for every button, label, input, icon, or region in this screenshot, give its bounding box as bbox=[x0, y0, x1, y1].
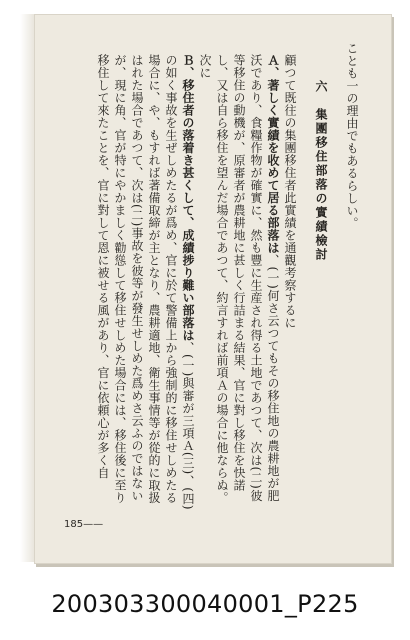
paragraph-intro: 顧つて既往の集團移住者此實績を通觀考察するに bbox=[283, 54, 297, 329]
intro-tail-line: ことも一の理由でもあるらしい。 bbox=[345, 42, 359, 230]
section-a-body: 、(一)何さ云つてもその移住地の農耕地が肥沃であり、食糧作物が確實に、然も豐に生産され得る土地であつて、次は(二)彼等移住の動機が、原審者が農耕地に甚しく行詰まる結果、官に對し移住を快諾し、又は自ら移住を望んだ場合であつて、約言すれば前項Ａの場合に他ならぬ。次に bbox=[198, 54, 280, 504]
section-b-label: Ｂ、移住者の落着き甚くして、成績捗り難い部落は bbox=[181, 54, 195, 342]
section-a-label: Ａ、著しく實績を收めて居る部落は bbox=[266, 54, 280, 254]
section-heading: 六 集團移住部落の實績檢討 bbox=[314, 80, 328, 262]
section-b-body: 、(一)與審が三項Ａ(三)、(四)の如く事故を生ぜしめたるが爲め、官に於て警備上から強制的に移住せしめたる場合に、や、もすれば著備取締が主となり、農耕適地、衛生事情等が從的に取扱はれた場合であつて、次は(二)事故を彼等が發生せしめた爲めさ云ふのではないが、現に角、官が特にやかましく勸慫して移住せしめた場合には、移住後に至り移住して來たことを、官に對して恩に被せる風があり、官に依頼心が多く自 bbox=[96, 54, 195, 511]
paragraph-section-b bbox=[94, 42, 196, 512]
page-number: 185—— bbox=[64, 519, 104, 530]
image-id-caption: 200303300040001_P225 bbox=[51, 590, 359, 618]
vertical-text-block bbox=[60, 42, 360, 512]
paragraph-section-a bbox=[196, 42, 281, 512]
